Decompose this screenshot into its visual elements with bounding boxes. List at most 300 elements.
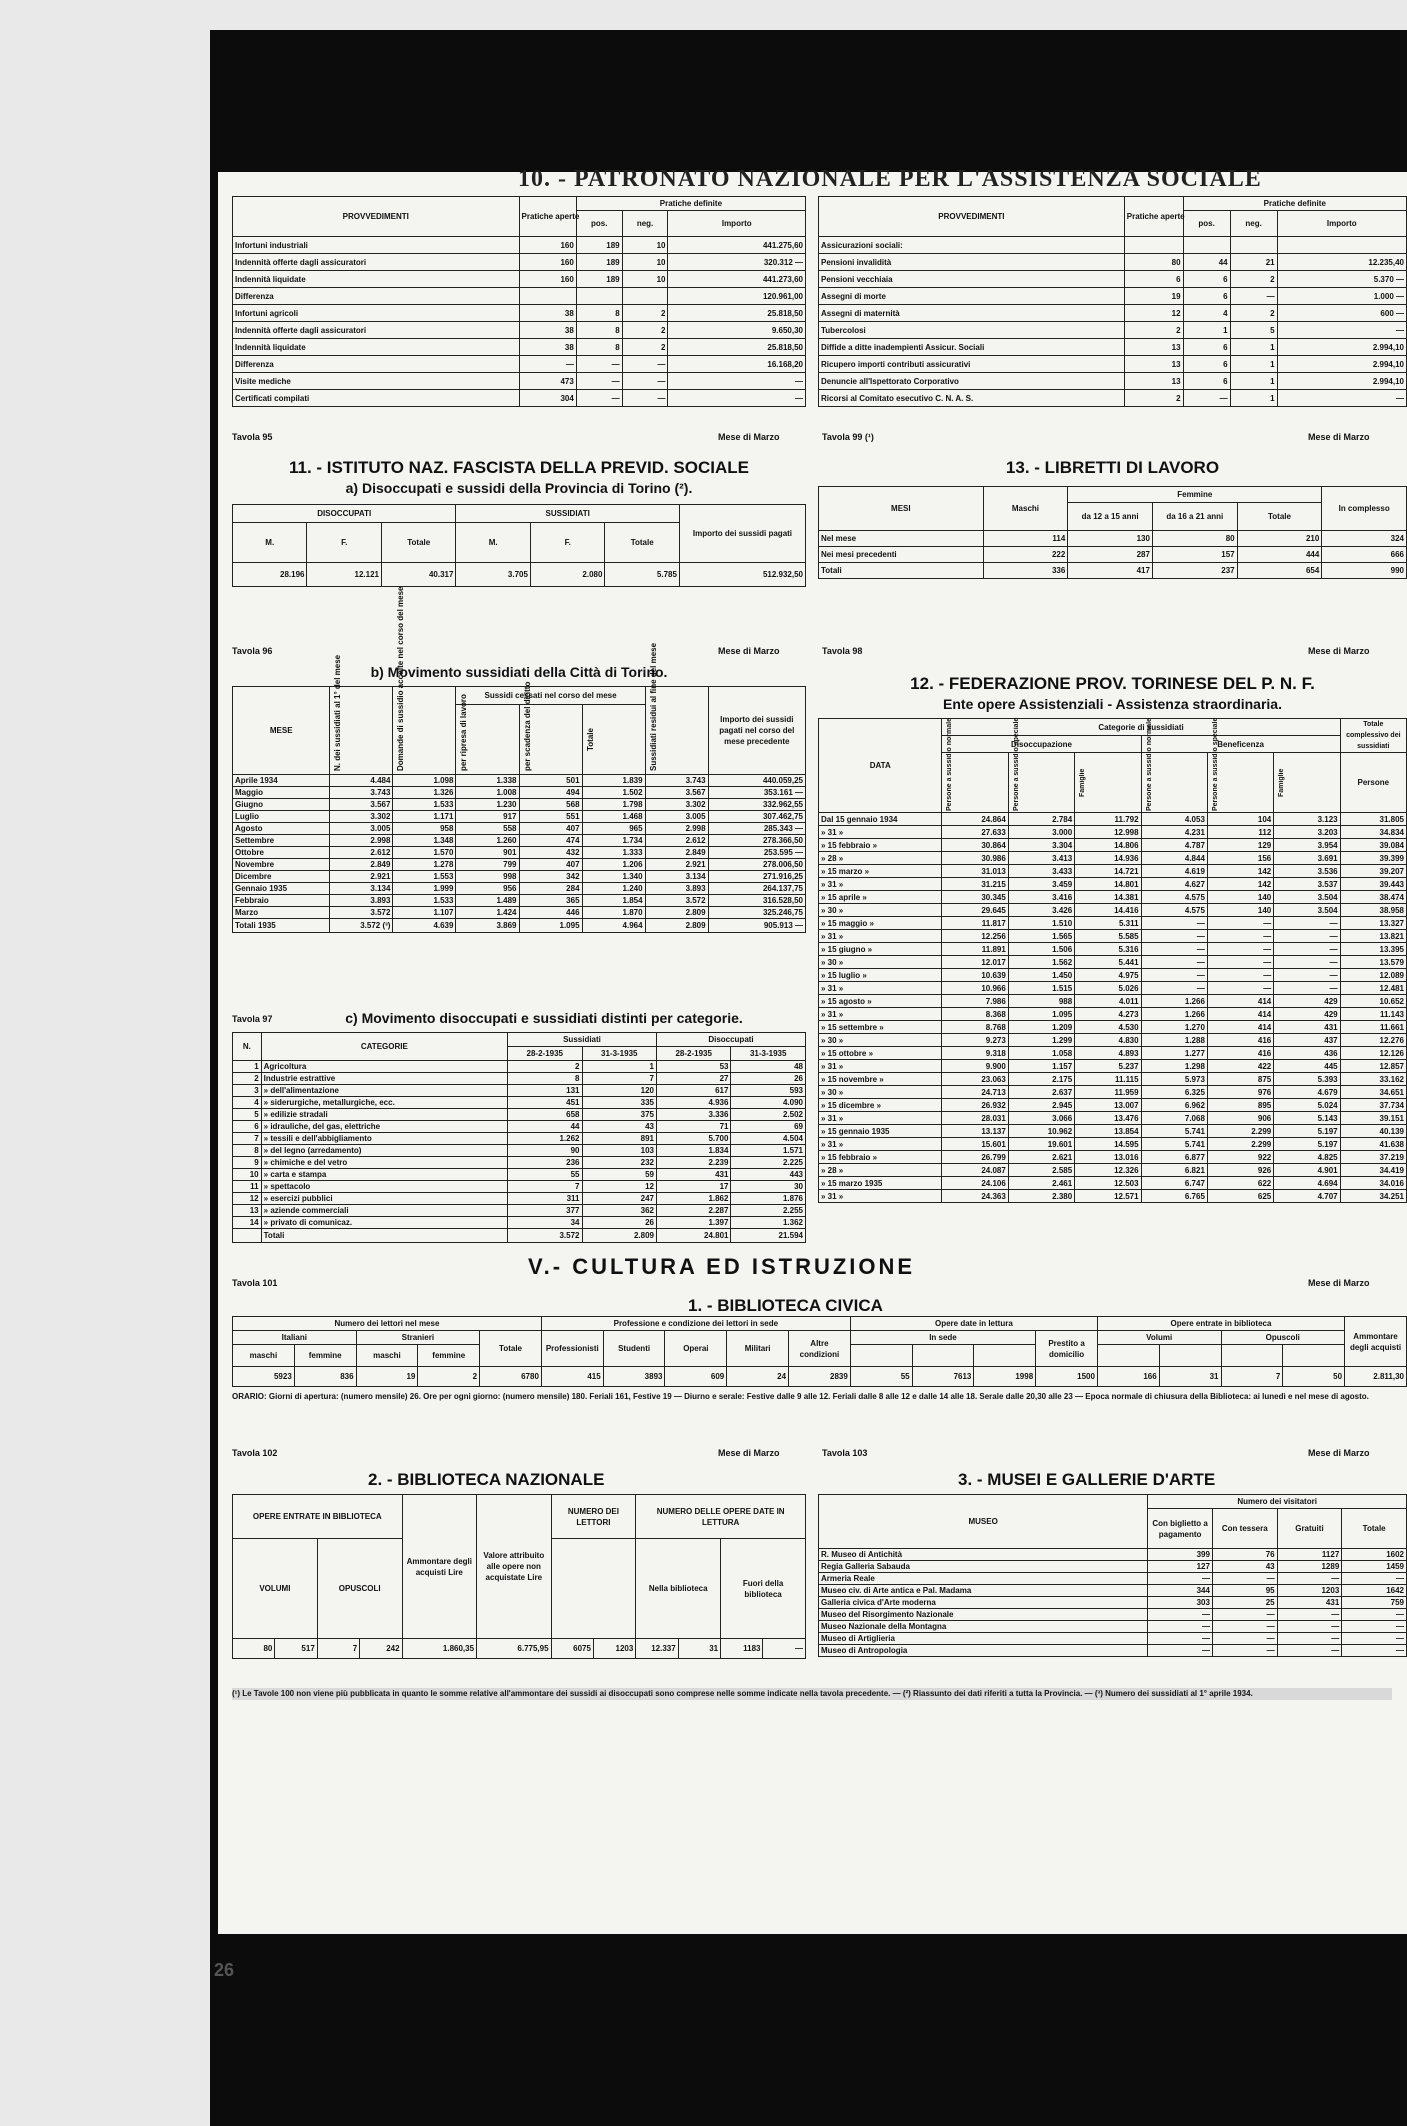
table-cell: 666 [1322, 547, 1407, 563]
table-cell: — [519, 356, 576, 373]
table-cell: 1.008 [456, 787, 519, 799]
patronato-table-right [818, 196, 1407, 426]
table-cell: 1.533 [393, 799, 456, 811]
table-cell: 4.575 [1141, 904, 1207, 917]
table-cell: 1.489 [456, 895, 519, 907]
table-row: 28.196 12.121 40.317 3.705 2.080 5.785 512.932,50 [233, 563, 806, 587]
table-cell: 1.299 [1008, 1034, 1074, 1047]
table-cell: 445 [1274, 1060, 1340, 1073]
table-cell: 4.504 [731, 1133, 806, 1145]
col-gratuiti: Gratuiti [1277, 1509, 1342, 1549]
table-cell: 210 [1237, 531, 1322, 547]
table-cell: 6.962 [1141, 1099, 1207, 1112]
table-cell: 3.203 [1274, 826, 1340, 839]
table-row [819, 1008, 1407, 1021]
tavola-98-mese: Mese di Marzo [1308, 646, 1370, 656]
table-cell: 34.834 [1340, 826, 1406, 839]
table-cell: 13.016 [1075, 1151, 1141, 1164]
table-cell: 34.251 [1340, 1190, 1406, 1203]
col-m2: M. [456, 523, 530, 563]
table-cell: 1 [582, 1061, 656, 1073]
table-row [233, 1205, 806, 1217]
table-cell: 285.343 — [708, 823, 805, 835]
table-row [233, 271, 806, 288]
table-cell: 11.143 [1340, 1008, 1406, 1021]
table-cell: Tubercolosi [819, 322, 1125, 339]
table-row [819, 1086, 1407, 1099]
table-cell: — [1141, 930, 1207, 943]
table-cell: 14.801 [1075, 878, 1141, 891]
table-cell: 2.299 [1207, 1125, 1273, 1138]
table-cell: 4.575 [1141, 891, 1207, 904]
table-cell: 2.809 [645, 919, 708, 933]
table-cell: 24.801 [656, 1229, 730, 1243]
table-row [819, 1633, 1407, 1645]
table-cell: Indennità offerte dagli assicuratori [233, 254, 520, 271]
table-cell: 287 [1068, 547, 1153, 563]
section-11b-subtitle: b) Movimento sussidiati della Città di Torino. [370, 664, 668, 680]
table-cell [622, 288, 668, 305]
table-cell: Ricupero importi contributi assicurativi [819, 356, 1125, 373]
table-cell: 4.830 [1075, 1034, 1141, 1047]
table-cell: 759 [1342, 1597, 1407, 1609]
table-row [233, 811, 806, 823]
col-mese: MESE [233, 687, 330, 775]
table-cell: 5.026 [1075, 982, 1141, 995]
table-cell: 4.964 [582, 919, 645, 933]
table-cell: 5.700 [656, 1133, 730, 1145]
table-cell: 4.639 [393, 919, 456, 933]
table-cell: 1289 [1277, 1561, 1342, 1573]
table-row [233, 1639, 806, 1659]
col-m: M. [233, 523, 307, 563]
table-cell: 160 [519, 237, 576, 254]
col-n: N. [233, 1033, 262, 1061]
table-cell: — [1207, 982, 1273, 995]
table-cell: 6 [233, 1121, 262, 1133]
col-persone-normale-b: Persone a sussidio normale [1145, 717, 1153, 811]
table-cell: 1.277 [1141, 1047, 1207, 1060]
table-cell: 23.063 [942, 1073, 1008, 1086]
table-cell: 1459 [1342, 1561, 1407, 1573]
col-sub-4 [1097, 1345, 1159, 1367]
table-cell: 446 [519, 907, 582, 919]
table-row [819, 982, 1407, 995]
table-row [233, 1121, 806, 1133]
table-cell: 10 [622, 237, 668, 254]
table-cell: 12.326 [1075, 1164, 1141, 1177]
table-cell: 4.707 [1274, 1190, 1340, 1203]
table-cell: Nei mesi precedenti [819, 547, 984, 563]
col-museo: MUSEO [819, 1495, 1148, 1549]
table-row [233, 871, 806, 883]
table-cell: Giugno [233, 799, 330, 811]
table-cell: 12.089 [1340, 969, 1406, 982]
table-cell: 1 [1230, 356, 1277, 373]
table-row [819, 1190, 1407, 1203]
table-cell: R. Museo di Antichità [819, 1549, 1148, 1561]
table-row [819, 1034, 1407, 1047]
table-cell: 1.506 [1008, 943, 1074, 956]
table-row [819, 1561, 1407, 1573]
table-cell: — [622, 390, 668, 407]
table-cell: Differenza [233, 356, 520, 373]
document-page [218, 166, 1407, 1934]
table-cell: 6.775,95 [477, 1639, 551, 1659]
table-cell: Indennità liquidate [233, 339, 520, 356]
section-12-title: 12. - FEDERAZIONE PROV. TORINESE DEL P. N. F. [910, 674, 1315, 693]
table-cell: 517 [275, 1639, 317, 1659]
table-row [233, 1169, 806, 1181]
table-cell: 1.107 [393, 907, 456, 919]
col-italiani: Italiani [233, 1331, 357, 1345]
table-cell: 1.340 [582, 871, 645, 883]
table-cell: 1.502 [582, 787, 645, 799]
table-cell: 958 [393, 823, 456, 835]
table-cell: 12 [1124, 305, 1183, 322]
table-row [819, 917, 1407, 930]
table-cell: » dell'alimentazione [261, 1085, 507, 1097]
table-cell: 12.503 [1075, 1177, 1141, 1190]
table-cell: 1203 [593, 1639, 635, 1659]
table-row [233, 288, 806, 305]
table-cell: 432 [519, 847, 582, 859]
table-cell: 11.891 [942, 943, 1008, 956]
table-row [233, 1097, 806, 1109]
table-cell: 558 [456, 823, 519, 835]
table-cell: 5.585 [1075, 930, 1141, 943]
table-cell: — [1148, 1633, 1213, 1645]
col-pos-r: pos. [1183, 211, 1230, 237]
table-cell: 39.084 [1340, 839, 1406, 852]
col-femmine-it: femmine [294, 1345, 356, 1367]
table-cell: 7.986 [942, 995, 1008, 1008]
table-cell: 1203 [1277, 1585, 1342, 1597]
table-cell: 917 [456, 811, 519, 823]
table-cell: 609 [665, 1367, 727, 1387]
table-cell: 140 [1207, 904, 1273, 917]
table-cell: 130 [1068, 531, 1153, 547]
table-cell: 4.053 [1141, 813, 1207, 826]
section-11 [232, 454, 806, 644]
total-row [233, 919, 806, 933]
table-cell: 1 [233, 1061, 262, 1073]
table-cell: Marzo [233, 907, 330, 919]
table-cell: 247 [582, 1193, 656, 1205]
table-row [819, 547, 1407, 563]
table-cell: 9.318 [942, 1047, 1008, 1060]
table-cell: 342 [519, 871, 582, 883]
col-sussidiati: SUSSIDIATI [456, 505, 680, 523]
table-cell: 316.528,50 [708, 895, 805, 907]
table-cell: » edilizie stradali [261, 1109, 507, 1121]
table-cell: 1998 [974, 1367, 1036, 1387]
table-row [233, 1367, 1407, 1387]
table-cell: 2.849 [330, 859, 393, 871]
table-cell: 568 [519, 799, 582, 811]
table-cell: 8.368 [942, 1008, 1008, 1021]
table-cell: 414 [1207, 1008, 1273, 1021]
table-cell: 129 [1207, 839, 1273, 852]
table-cell: Novembre [233, 859, 330, 871]
table-row [819, 852, 1407, 865]
col-numero-visitatori: Numero dei visitatori [1148, 1495, 1407, 1509]
table-cell: — [1148, 1573, 1213, 1585]
table-cell: 55 [850, 1367, 912, 1387]
table-cell: 431 [656, 1169, 730, 1181]
table-cell: 31 [1159, 1367, 1221, 1387]
table-cell: 3.304 [1008, 839, 1074, 852]
table-cell: 95 [1212, 1585, 1277, 1597]
table-cell: 2.994,10 [1277, 339, 1406, 356]
table-cell: 3.000 [1008, 826, 1074, 839]
col-sussidi-cessati: Sussidi cessati nel corso del mese [456, 687, 645, 705]
table-row [819, 322, 1407, 339]
table-cell: 21 [1230, 254, 1277, 271]
table-cell: Assicurazioni sociali: [819, 237, 1125, 254]
table-cell: » 15 ottobre » [819, 1047, 942, 1060]
table-cell: — [1212, 1573, 1277, 1585]
table-cell: 5.441 [1075, 956, 1141, 969]
col-scadenza: per scadenza del diritto [522, 681, 532, 771]
table-cell: 140 [1207, 891, 1273, 904]
table-row [819, 943, 1407, 956]
table-cell: Galleria civica d'Arte moderna [819, 1597, 1148, 1609]
table-cell: 103 [582, 1145, 656, 1157]
table-cell: — [622, 356, 668, 373]
table-cell: 304 [519, 390, 576, 407]
table-cell: 39.207 [1340, 865, 1406, 878]
table-cell: — [1342, 1609, 1407, 1621]
table-row [233, 1193, 806, 1205]
table-cell: 3.426 [1008, 904, 1074, 917]
table-cell: 4 [233, 1097, 262, 1109]
table-cell: 1.562 [1008, 956, 1074, 969]
table-cell: 407 [519, 859, 582, 871]
table-row [819, 1138, 1407, 1151]
table-cell: 6 [1183, 373, 1230, 390]
col-numero-opere-naz: NUMERO DELLE OPERE DATE IN LETTURA [636, 1495, 806, 1539]
table-row [233, 1157, 806, 1169]
table-cell: » 30 » [819, 1034, 942, 1047]
col-persone-normale: Persone a sussidio normale [946, 717, 954, 811]
table-cell: 43 [1212, 1561, 1277, 1573]
table-cell: 3.134 [330, 883, 393, 895]
table-cell: — [1141, 943, 1207, 956]
table-cell: 6.325 [1141, 1086, 1207, 1099]
col-ammontare: Ammontare degli acquisti [1345, 1317, 1407, 1367]
table-cell: 3.123 [1274, 813, 1340, 826]
table-cell: 6 [1183, 339, 1230, 356]
table-cell: 3.336 [656, 1109, 730, 1121]
table-cell: 429 [1274, 1008, 1340, 1021]
col-importo-sussidi: Importo dei sussidi pagati [679, 505, 805, 563]
table-cell: 10 [233, 1169, 262, 1181]
table-cell: 26.932 [942, 1099, 1008, 1112]
table-cell: 5.311 [1075, 917, 1141, 930]
table-cell: 34.419 [1340, 1164, 1406, 1177]
col-operai: Operai [665, 1331, 727, 1367]
table-cell: » 15 dicembre » [819, 1099, 942, 1112]
table-cell: 473 [519, 373, 576, 390]
table-cell: 324 [1322, 531, 1407, 547]
table-cell: 1.298 [1141, 1060, 1207, 1073]
table-cell: » tessili e dell'abbigliamento [261, 1133, 507, 1145]
table-cell: 13.854 [1075, 1125, 1141, 1138]
table-cell: Gennaio 1935 [233, 883, 330, 895]
table-cell: — [1277, 1633, 1342, 1645]
table-cell: 1183 [721, 1639, 763, 1659]
table-cell: 14.806 [1075, 839, 1141, 852]
section-10-banner: 10. - PATRONATO NAZIONALE PER L'ASSISTENZA SOCIALE [518, 166, 1262, 192]
table-cell: 7 [233, 1133, 262, 1145]
table-cell: Nel mese [819, 531, 984, 547]
table-row [819, 1645, 1407, 1657]
col-maschi-it: maschi [233, 1345, 295, 1367]
table-cell: » idrauliche, del gas, elettriche [261, 1121, 507, 1133]
table-cell: 414 [1207, 1021, 1273, 1034]
table-cell: 901 [456, 847, 519, 859]
col-totale-civ: Totale [480, 1331, 542, 1367]
table-cell: 1 [1183, 322, 1230, 339]
col-professione: Professione e condizione dei lettori in sede [541, 1317, 850, 1331]
col-altre: Altre condizioni [789, 1331, 851, 1367]
table-cell: — [1141, 956, 1207, 969]
table-row [819, 1047, 1407, 1060]
table-cell: » chimiche e del vetro [261, 1157, 507, 1169]
table-cell: 1500 [1036, 1367, 1098, 1387]
table-cell: 344 [1148, 1585, 1213, 1597]
table-cell: » 15 novembre » [819, 1073, 942, 1086]
table-cell: Regia Galleria Sabauda [819, 1561, 1148, 1573]
table-cell: 48 [731, 1061, 806, 1073]
col-lettori-sub [551, 1539, 636, 1639]
table-cell: 625 [1207, 1190, 1273, 1203]
col-importo-r: Importo [1277, 211, 1406, 237]
table-cell: 30.345 [942, 891, 1008, 904]
table-cell: Aprile 1934 [233, 775, 330, 787]
table-cell: — [668, 373, 806, 390]
table-cell: 365 [519, 895, 582, 907]
table-cell [1230, 237, 1277, 254]
table-cell: 1.571 [731, 1145, 806, 1157]
table-cell: 3.893 [330, 895, 393, 907]
tavola-99-mese: Mese di Marzo [1308, 432, 1370, 442]
table-cell: 2.921 [645, 859, 708, 871]
tavola-96-mese: Mese di Marzo [718, 646, 780, 656]
table-cell: Museo del Risorgimento Nazionale [819, 1609, 1148, 1621]
table-cell: 10.652 [1340, 995, 1406, 1008]
table-cell: 27 [656, 1073, 730, 1085]
table-cell [519, 288, 576, 305]
table-row [233, 1061, 806, 1073]
section-13-title: 13. - LIBRETTI DI LAVORO [1005, 458, 1220, 477]
table-cell: Diffide a ditte inadempienti Assicur. Sociali [819, 339, 1125, 356]
table-cell: 12.235,40 [1277, 254, 1406, 271]
table-cell: 1.839 [582, 775, 645, 787]
table-cell: 38 [519, 305, 576, 322]
table-cell: 2.811,30 [1345, 1367, 1407, 1387]
table-cell: 13 [1124, 339, 1183, 356]
table-cell: 307.462,75 [708, 811, 805, 823]
table-cell: Differenza [233, 288, 520, 305]
table-cell: 658 [508, 1109, 582, 1121]
table-cell: 5.370 — [1277, 271, 1406, 288]
table-cell: 189 [576, 271, 622, 288]
table-row [233, 1133, 806, 1145]
table-row [819, 1164, 1407, 1177]
table-cell: — [1183, 390, 1230, 407]
table-cell: 9.650,30 [668, 322, 806, 339]
table-cell: » 15 settembre » [819, 1021, 942, 1034]
table-cell: » 30 » [819, 904, 942, 917]
table-cell: 40.139 [1340, 1125, 1406, 1138]
table-row [233, 859, 806, 871]
table-cell: 2.502 [731, 1109, 806, 1121]
table-cell: 69 [731, 1121, 806, 1133]
table-cell: 104 [1207, 813, 1273, 826]
col-militari: Militari [727, 1331, 789, 1367]
table-cell: 2 [1230, 271, 1277, 288]
table-cell: 8.768 [942, 1021, 1008, 1034]
table-cell: 17 [656, 1181, 730, 1193]
table-cell: 3 [233, 1085, 262, 1097]
table-cell: 10.639 [942, 969, 1008, 982]
table-cell: 160 [519, 271, 576, 288]
table-cell: 2.175 [1008, 1073, 1074, 1086]
table-cell: 2.784 [1008, 813, 1074, 826]
table-cell: » 31 » [819, 1060, 942, 1073]
table-cell: 7.068 [1141, 1112, 1207, 1125]
table-cell: » privato di comunicaz. [261, 1217, 507, 1229]
table-row [819, 1585, 1407, 1597]
table-cell: — [1212, 1621, 1277, 1633]
table-cell: 617 [656, 1085, 730, 1097]
col-neg: neg. [622, 211, 668, 237]
table-cell: Settembre [233, 835, 330, 847]
table-cell: » spettacolo [261, 1181, 507, 1193]
table-cell: 654 [1237, 563, 1322, 579]
col-opere-date: Opere date in lettura [850, 1317, 1097, 1331]
table-cell: » 31 » [819, 1138, 942, 1151]
table-cell: 31 [678, 1639, 720, 1659]
table-cell: 2.621 [1008, 1151, 1074, 1164]
table-cell: 21.594 [731, 1229, 806, 1243]
table-cell: 2.239 [656, 1157, 730, 1169]
table-cell: 332.962,55 [708, 799, 805, 811]
table-row [233, 883, 806, 895]
table-cell: 416 [1207, 1047, 1273, 1060]
table-cell: 38.958 [1340, 904, 1406, 917]
table-cell: 891 [582, 1133, 656, 1145]
col-opere-entrate-naz: OPERE ENTRATE IN BIBLIOTECA [233, 1495, 403, 1539]
table-row [819, 826, 1407, 839]
table-cell: 2.994,10 [1277, 373, 1406, 390]
col-mesi: MESI [819, 487, 984, 531]
table-cell: 377 [508, 1205, 582, 1217]
table-cell: 71 [656, 1121, 730, 1133]
table-cell: 2 [622, 322, 668, 339]
table-cell: 14.595 [1075, 1138, 1141, 1151]
col-ammontare-naz: Ammontare degli acquisti Lire [402, 1495, 476, 1639]
table-cell: 353.161 — [708, 787, 805, 799]
table-cell: 3.433 [1008, 865, 1074, 878]
table-cell: 16.168,20 [668, 356, 806, 373]
table-row [819, 904, 1407, 917]
table-cell: — [1274, 969, 1340, 982]
table-cell: 120.961,00 [668, 288, 806, 305]
table-cell: 407 [519, 823, 582, 835]
